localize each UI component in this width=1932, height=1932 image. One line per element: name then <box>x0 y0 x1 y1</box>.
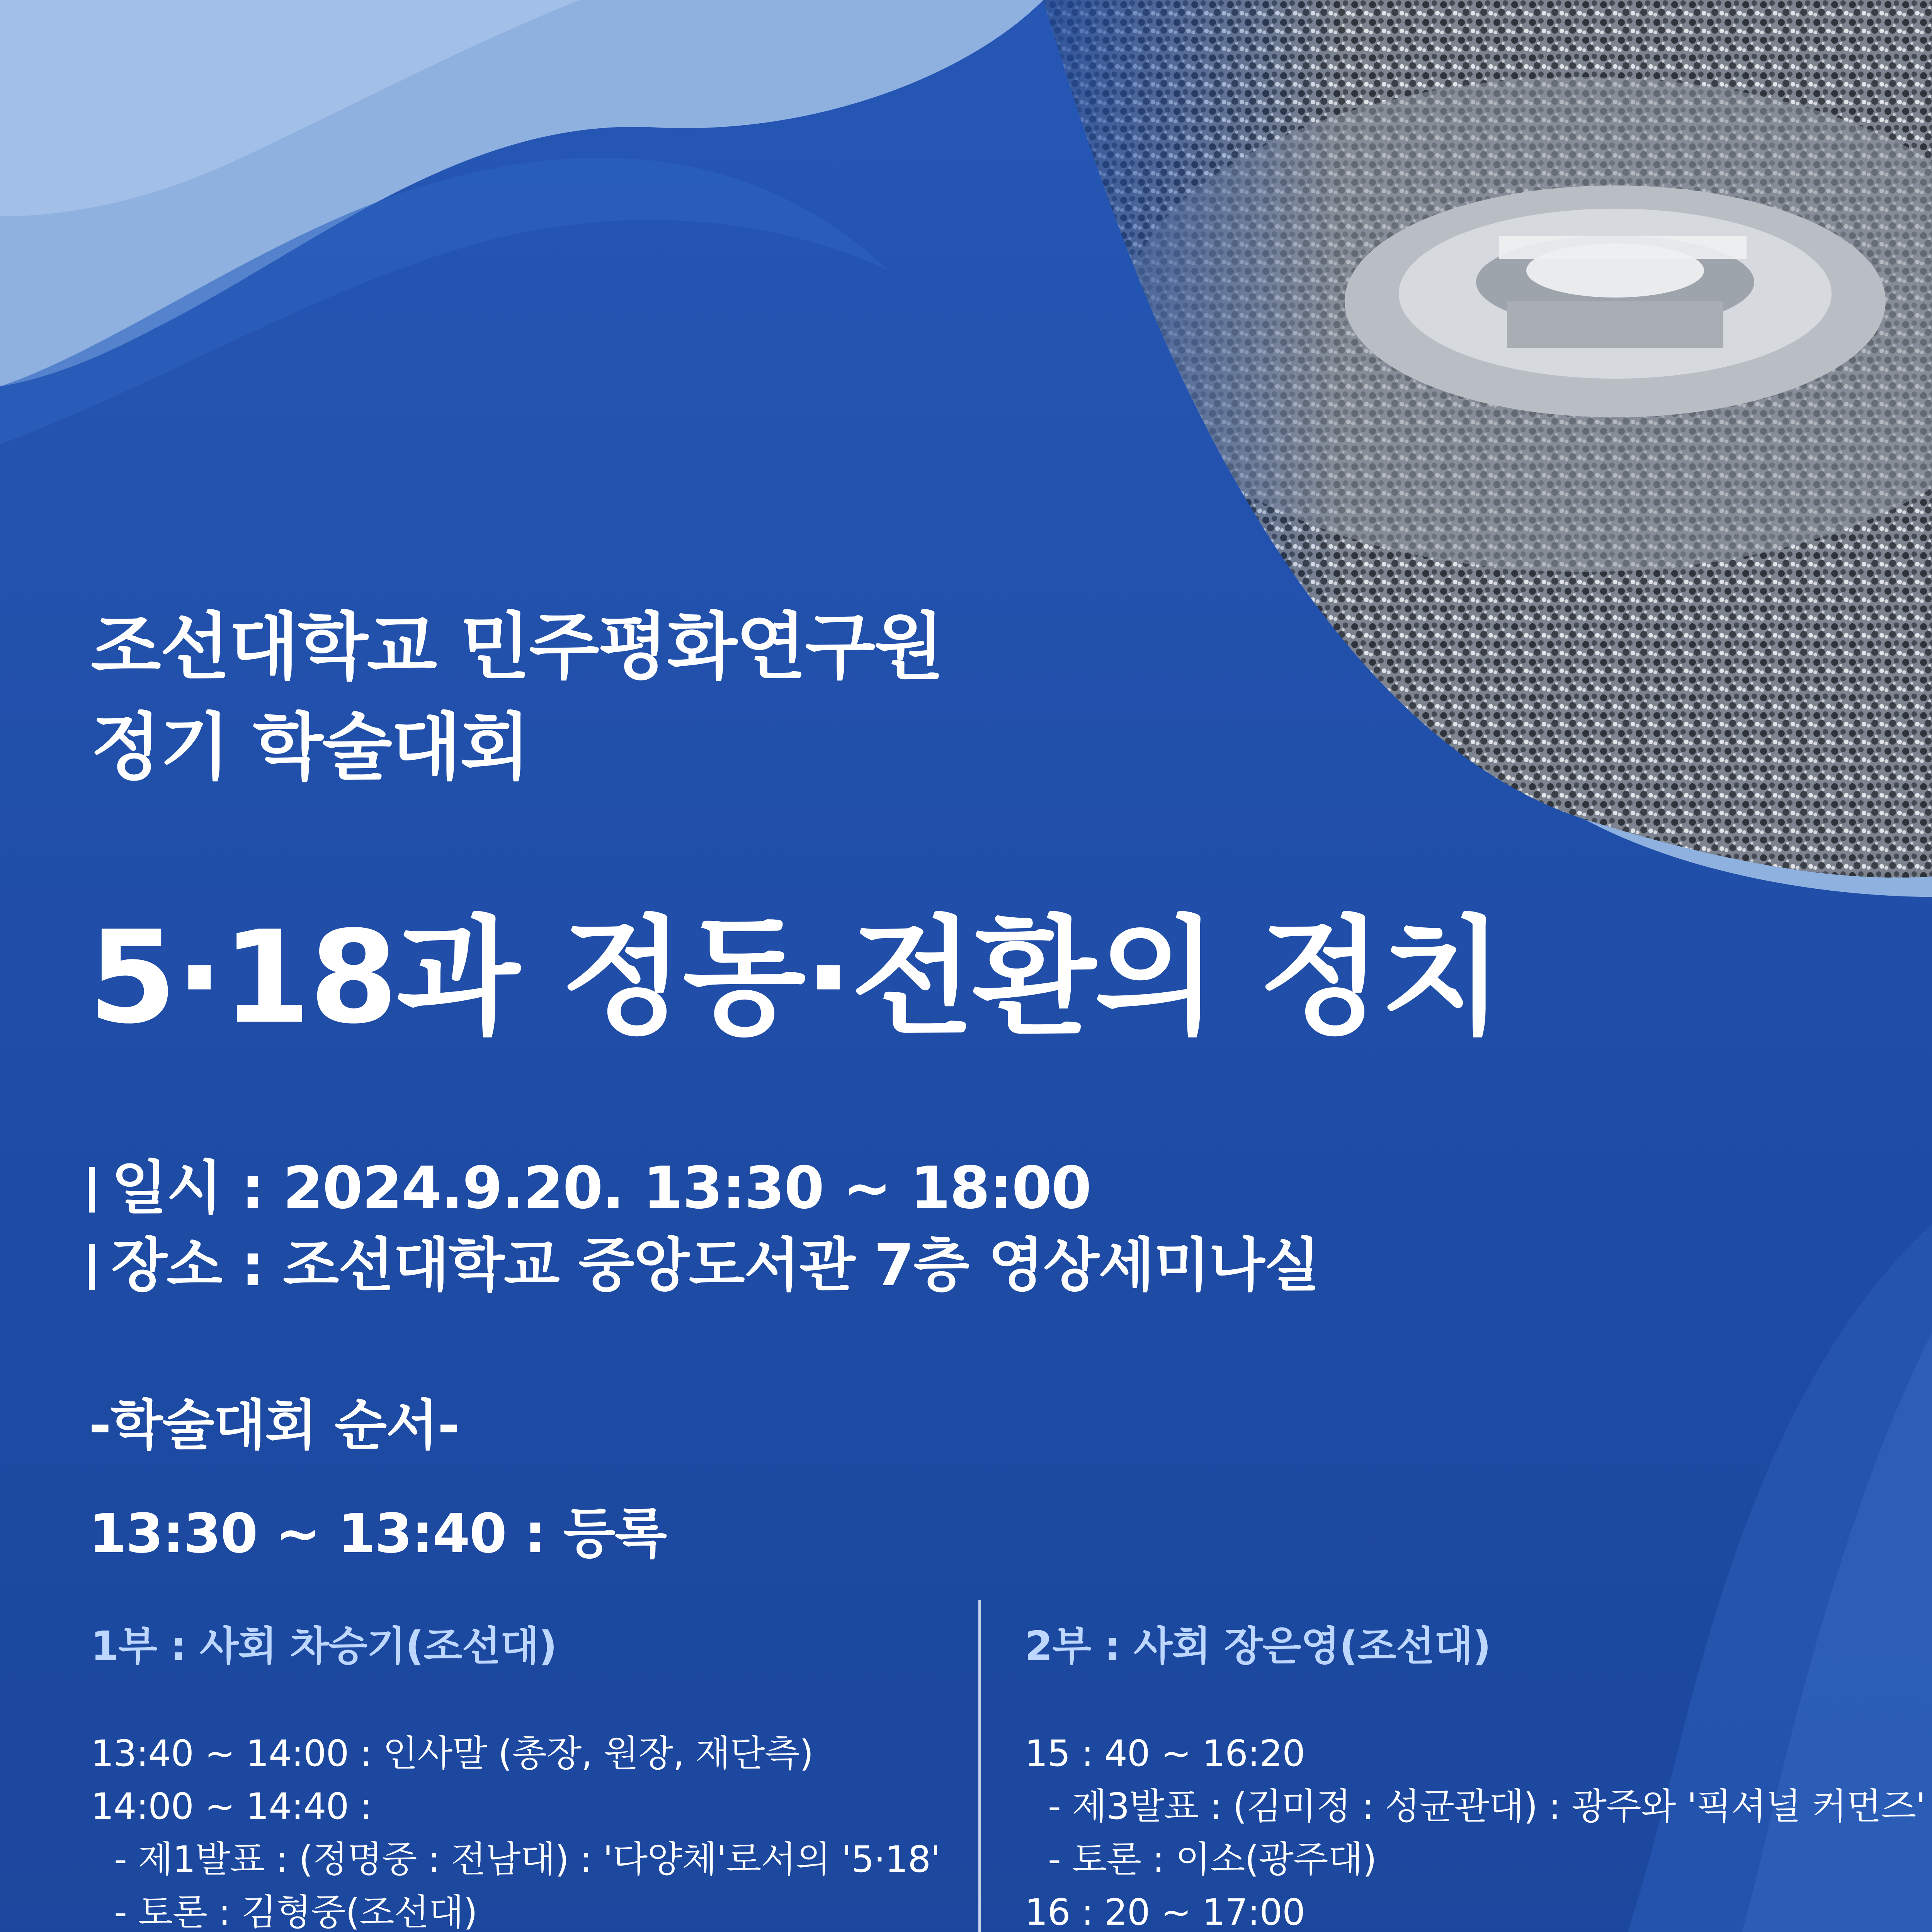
program-heading: -학술대회 순서- <box>89 1394 459 1457</box>
part1-heading: 1부 : 사회 차승기(조선대) <box>91 1622 557 1670</box>
part2-heading: 2부 : 사회 장은영(조선대) <box>1025 1622 1491 1670</box>
part1-column <box>91 1619 993 1932</box>
org-line-1: 조선대학교 민주평화연구원 <box>91 605 943 689</box>
event-venue-text: 장소 : 조선대학교 중앙도서관 7층 영상세미나실 <box>111 1232 1320 1299</box>
schedule-line: 16 : 20 ~ 17:00 <box>1025 1891 1305 1932</box>
schedule-line: - 제1발표 : (정명중 : 전남대) : '다양체'로서의 '5·18' <box>114 1838 940 1881</box>
schedule-line: 14:00 ~ 14:40 : <box>91 1786 372 1828</box>
event-venue <box>89 1229 1320 1302</box>
event-datetime <box>89 1151 1091 1225</box>
schedule-line: - 제3발표 : (김미정 : 성균관대) : 광주와 '픽셔널 커먼즈' <box>1048 1786 1925 1828</box>
schedule-line: 13:40 ~ 14:00 : 인사말 (총장, 원장, 재단측) <box>91 1733 813 1775</box>
part1-schedule <box>91 1727 993 1932</box>
part2-column <box>1025 1619 1932 1932</box>
bullet-bar <box>89 1167 95 1213</box>
schedule-line: 15 : 40 ~ 16:20 <box>1025 1733 1305 1775</box>
part2-schedule <box>1025 1727 1932 1932</box>
column-divider <box>978 1600 981 1932</box>
schedule-line: - 토론 : 이소(광주대) <box>1048 1838 1377 1881</box>
organizer-heading <box>91 597 943 798</box>
registration-line: 13:30 ~ 13:40 : 등록 <box>89 1502 667 1565</box>
page-title: 5·18과 정동·전환의 정치 <box>88 903 1502 1052</box>
org-line-2: 정기 학술대회 <box>91 705 529 790</box>
schedule-line: - 토론 : 김형중(조선대) <box>114 1891 478 1932</box>
event-datetime-text: 일시 : 2024.9.20. 13:30 ~ 18:00 <box>111 1155 1091 1222</box>
bullet-bar <box>89 1244 95 1290</box>
